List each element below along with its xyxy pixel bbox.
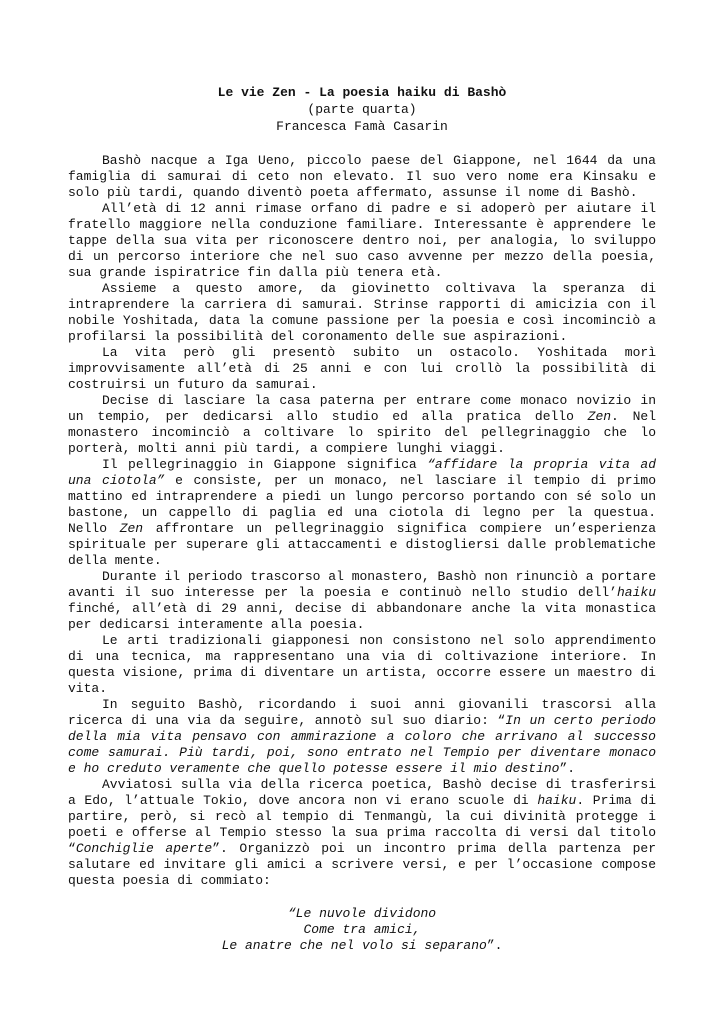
- paragraph-2: All’età di 12 anni rimase orfano di padre e si adoperò per aiutare il fratello maggiore nella conduzione familiare. Interessante è apprendere le tappe della sua vita per riconoscere dentro noi, per analogia, lo sviluppo di un percorso interiore che nel suo caso avvenne per mezzo della poesia, sua grande ispiratrice fin dalla più tenera età.: [68, 201, 656, 280]
- paragraph-6-text-c: affrontare un pellegrinaggio significa compiere un’esperienza spirituale per superare gli attaccamenti e distogliersi dalle problematiche della mente.: [68, 521, 656, 568]
- paragraph-5: [68, 393, 656, 457]
- poem-line-3-end: ”.: [486, 938, 503, 953]
- paragraph-5-text-b: . Nel monastero incominciò a coltivare lo spirito del pellegrinaggio che lo porterà, molti anni più tardi, a compiere lunghi viaggi.: [68, 409, 656, 456]
- paragraph-3: Assieme a questo amore, da giovinetto coltivava la speranza di intraprendere la carriera di samurai. Strinse rapporti di amicizia con il nobile Yoshitada, data la comune passione per la poesia e così incominciò a profilarsi la possibilità del coronamento delle sue aspirazioni.: [68, 281, 656, 344]
- paragraph-6-zen: Zen: [119, 521, 144, 536]
- document-page: [68, 84, 656, 954]
- paragraph-5-text-a: Decise di lasciare la casa paterna per entrare come monaco novizio in un tempio, per dedicarsi allo studio ed alla pratica dello: [68, 393, 656, 424]
- paragraph-5-zen: Zen: [587, 409, 612, 424]
- poem-line-1: “Le nuvole dividono: [287, 906, 437, 921]
- article-subtitle: (parte quarta): [307, 102, 417, 117]
- poem-line-3-text: Le anatre che nel volo si separano: [221, 938, 487, 953]
- article-author: Francesca Famà Casarin: [276, 119, 448, 134]
- paragraph-10-title: Conchiglie aperte: [75, 841, 213, 856]
- paragraph-6-text-a: Il pellegrinaggio in Giappone significa: [102, 457, 428, 472]
- article-header: [68, 84, 656, 135]
- paragraph-6: [68, 457, 656, 569]
- paragraph-6-quote: “affidare la propria vita ad una ciotola”: [68, 457, 656, 488]
- paragraph-10-haiku: haiku: [537, 793, 577, 808]
- paragraph-9-text-b: ”.: [559, 761, 576, 776]
- paragraph-1: Bashò nacque a Iga Ueno, piccolo paese del Giappone, nel 1644 da una famiglia di samurai di ceto non elevato. Il suo vero nome era Kinsaku e solo più tardi, quando diventò poeta affermato, assunse il nome di Bashò.: [68, 153, 656, 200]
- paragraph-7: [68, 569, 656, 633]
- haiku-poem: [68, 906, 656, 954]
- paragraph-4: La vita però gli presentò subito un ostacolo. Yoshitada morì improvvisamente all’età di 25 anni e con lui crollò la possibilità di costruirsi un futuro da samurai.: [68, 345, 656, 392]
- paragraph-10-text-a: Avviatosi sulla via della ricerca poetica, Bashò decise di trasferirsi a Edo, l’attuale Tokio, dove ancora non vi erano scuole di: [68, 777, 656, 808]
- paragraph-8: Le arti tradizionali giapponesi non consistono nel solo apprendimento di una tecnica, ma rappresentano una via di coltivazione interiore. In questa visione, prima di diventare un artista, occorre essere un maestro di vita.: [68, 633, 656, 696]
- paragraph-7-text-a: Durante il periodo trascorso al monastero, Bashò non rinunciò a portare avanti il suo interesse per la poesia e continuò nello studio dell’: [68, 569, 656, 600]
- paragraph-7-haiku: haiku: [616, 585, 656, 600]
- article-title: Le vie Zen - La poesia haiku di Bashò: [217, 85, 507, 100]
- poem-line-3: [68, 938, 656, 954]
- paragraph-9: [68, 697, 656, 777]
- paragraph-6-text-b: e consiste, per un monaco, nel lasciare il tempio di primo mattino ed intraprendere a piedi un lungo percorso portando con sé solo un bastone, un cappello di paglia ed una ciotola di legno per la questua. Nello: [68, 473, 656, 536]
- paragraph-10: [68, 777, 656, 889]
- paragraph-9-quote: In un certo periodo della mia vita pensavo con ammirazione a coloro che arrivano al successo come samurai. Più tardi, poi, sono entrato nel Tempio per diventare monaco e ho creduto veramente che quello potesse essere il mio destino: [68, 713, 656, 776]
- poem-line-2: Come tra amici,: [303, 922, 421, 937]
- paragraph-10-text-b: . Prima di partire, però, si recò al tempio di Tenmangù, la cui divinità protegge i poeti e offerse al Tempio stesso la sua prima raccolta di versi dal titolo “: [68, 793, 657, 856]
- paragraph-10-text-c: ”. Organizzò poi un incontro prima della partenza per salutare ed invitare gli amici a scrivere versi, e per l’occasione compose questa poesia di commiato:: [68, 841, 657, 888]
- paragraph-9-text-a: In seguito Bashò, ricordando i suoi anni giovanili trascorsi alla ricerca di una via da seguire, annotò sul suo diario: “: [68, 697, 656, 728]
- article-body: [68, 153, 656, 889]
- paragraph-7-text-b: finché, all’età di 29 anni, decise di abbandonare anche la vita monastica per dedicarsi interamente alla poesia.: [68, 601, 656, 632]
